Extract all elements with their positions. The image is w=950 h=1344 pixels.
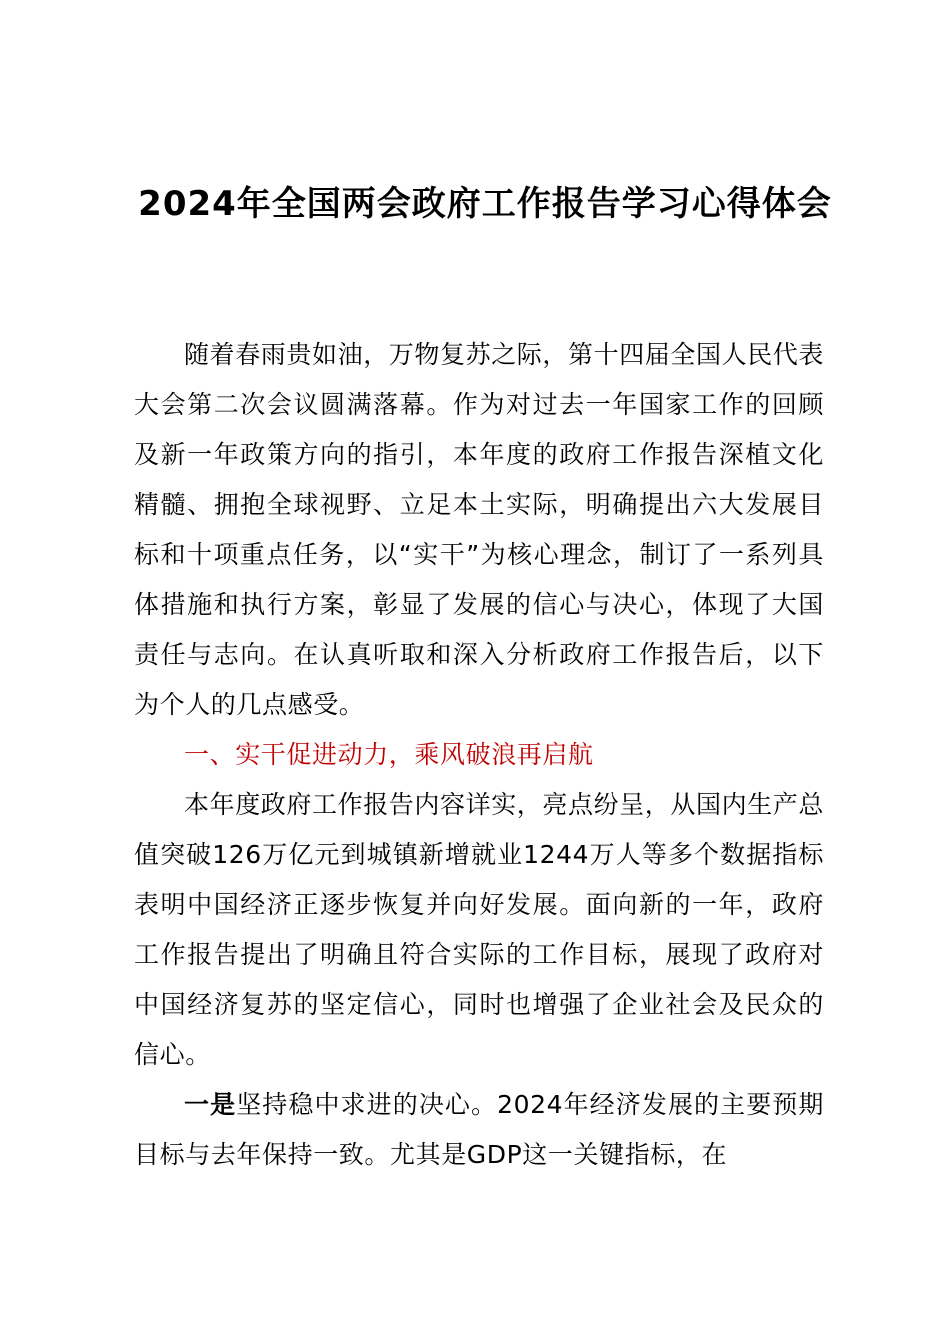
point-paragraph <box>134 1080 824 1180</box>
section-paragraph: 本年度政府工作报告内容详实，亮点纷呈，从国内生产总值突破126万亿元到城镇新增就业1244万人等多个数据指标表明中国经济正逐步恢复并向好发展。面向新的一年，政府工作报告提出了明确且符合实际的工作目标，展现了政府对中国经济复苏的坚定信心，同时也增强了企业社会及民众的信心。 <box>134 790 825 1069</box>
point-lead: 一是 <box>184 1090 237 1119</box>
document-title: 2024年全国两会政府工作报告学习心得体会 <box>138 184 832 224</box>
intro-paragraph: 随着春雨贵如油，万物复苏之际，第十四届全国人民代表大会第二次会议圆满落幕。作为对过去一年国家工作的回顾及新一年政策方向的指引，本年度的政府工作报告深植文化精髓、拥抱全球视野、立足本土实际，明确提出六大发展目标和十项重点任务，以“实干”为核心理念，制订了一系列具体措施和执行方案，彰显了发展的信心与决心，体现了大国责任与志向。在认真听取和深入分析政府工作报告后，以下为个人的几点感受。 <box>134 340 825 719</box>
section-heading: 一、实干促进动力，乘风破浪再启航 <box>184 740 594 769</box>
point-text: 坚持稳中求进的决心。2024年经济发展的主要预期目标与去年保持一致。尤其是GDP这一关键指标，在 <box>134 1090 824 1169</box>
